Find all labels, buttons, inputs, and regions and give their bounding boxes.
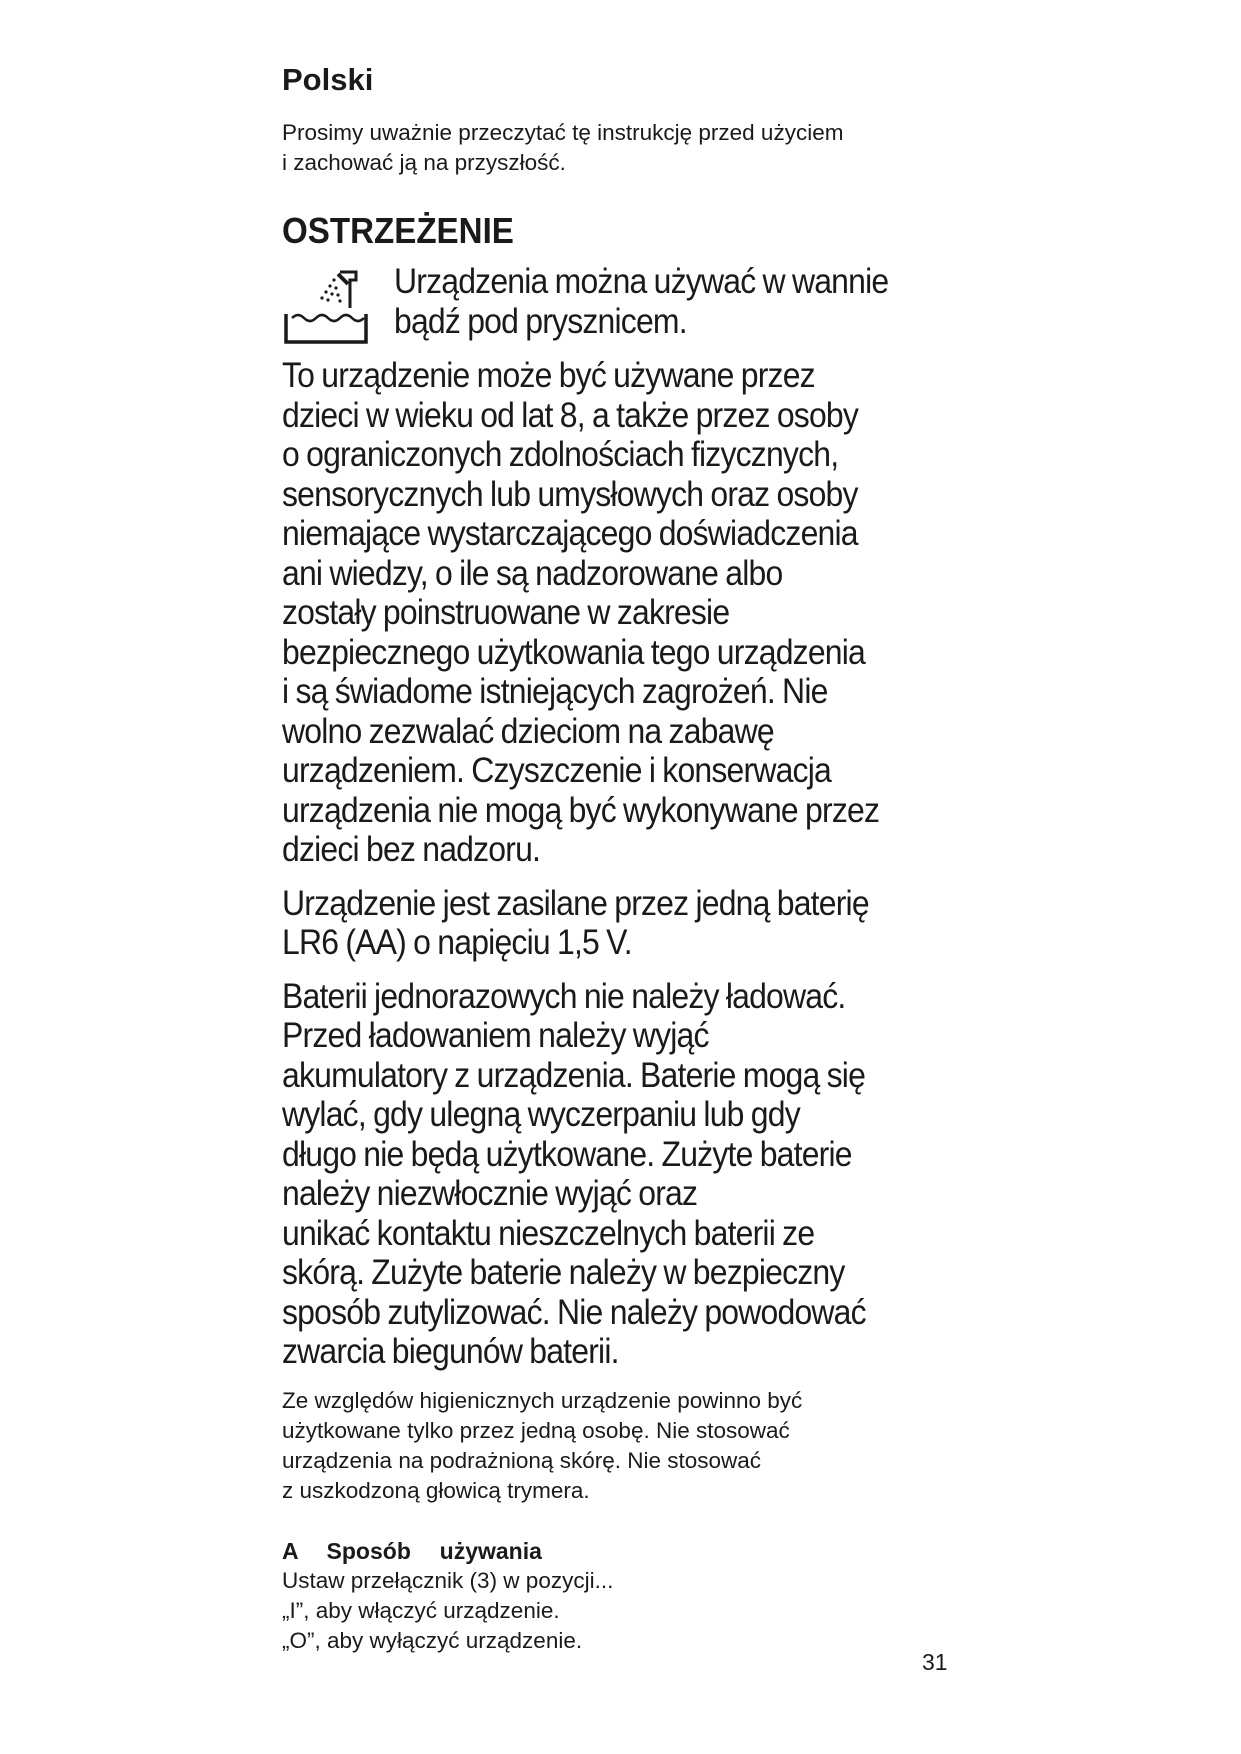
- warning-heading: OSTRZEŻENIE: [282, 210, 514, 251]
- battery-handling-paragraph: Baterii jednorazowych nie należy ładować. Przed ładowaniem należy wyjąć akumulatory z urządzenia. Baterie mogą się wylać, gdy ulegną wyczerpaniu lub gdy długo nie będą użytkowane. Zużyte baterie należy niezwłocznie wyjąć oraz unikać kontaktu nieszczelnych baterii ze skórą. Zużyte baterie należy w bezpieczny sposób zutylizować. Nie należy powodować zwarcia biegunów baterii.: [282, 975, 866, 1371]
- children-warning-paragraph: To urządzenie może być używane przez dzieci w wieku od lat 8, a także przez osoby o ograniczonych zdolnościach fizycznych, sensorycznych lub umysłowych oraz osoby niemające wystarczającego doświadczenia ani wiedzy, o ile są nadzorowane albo zostały poinstruowane w zakresie bezpiecznego użytkowania tego urządzenia i są świadome istniejących zagrożeń. Nie wolno zezwalać dzieciom na zabawę urządzeniem. Czyszczenie i konserwacja urządzenia nie mogą być wykonywane przez dzieci bez nadzoru.: [282, 355, 880, 869]
- section-a-body: Ustaw przełącznik (3) w pozycji... „I”, aby włączyć urządzenie. „O”, aby wyłączyć urządzenie.: [282, 1567, 614, 1653]
- manual-page: [282, 60, 982, 1656]
- bath-shower-icon: [282, 268, 370, 346]
- intro-text: Prosimy uważnie przeczytać tę instrukcję przed użyciem i zachować ją na przyszłość.: [282, 120, 844, 175]
- hygiene-note: Ze względów higienicznych urządzenie powinno być użytkowane tylko przez jedną osobę. Nie stosować urządzenia na podrażnioną skórę. Nie stosować z uszkodzoną głowicą trymera.: [282, 1387, 803, 1503]
- bath-warning-row: [282, 262, 982, 346]
- battery-type-paragraph: Urządzenie jest zasilane przez jedną baterię LR6 (AA) o napięciu 1,5 V.: [282, 882, 869, 962]
- page-number: 31: [922, 1649, 948, 1675]
- section-a-title: A Sposób używania: [282, 1537, 542, 1564]
- bath-warning-text: Urządzenia można używać w wannie bądź pod prysznicem.: [394, 261, 889, 341]
- language-heading: Polski: [282, 62, 374, 97]
